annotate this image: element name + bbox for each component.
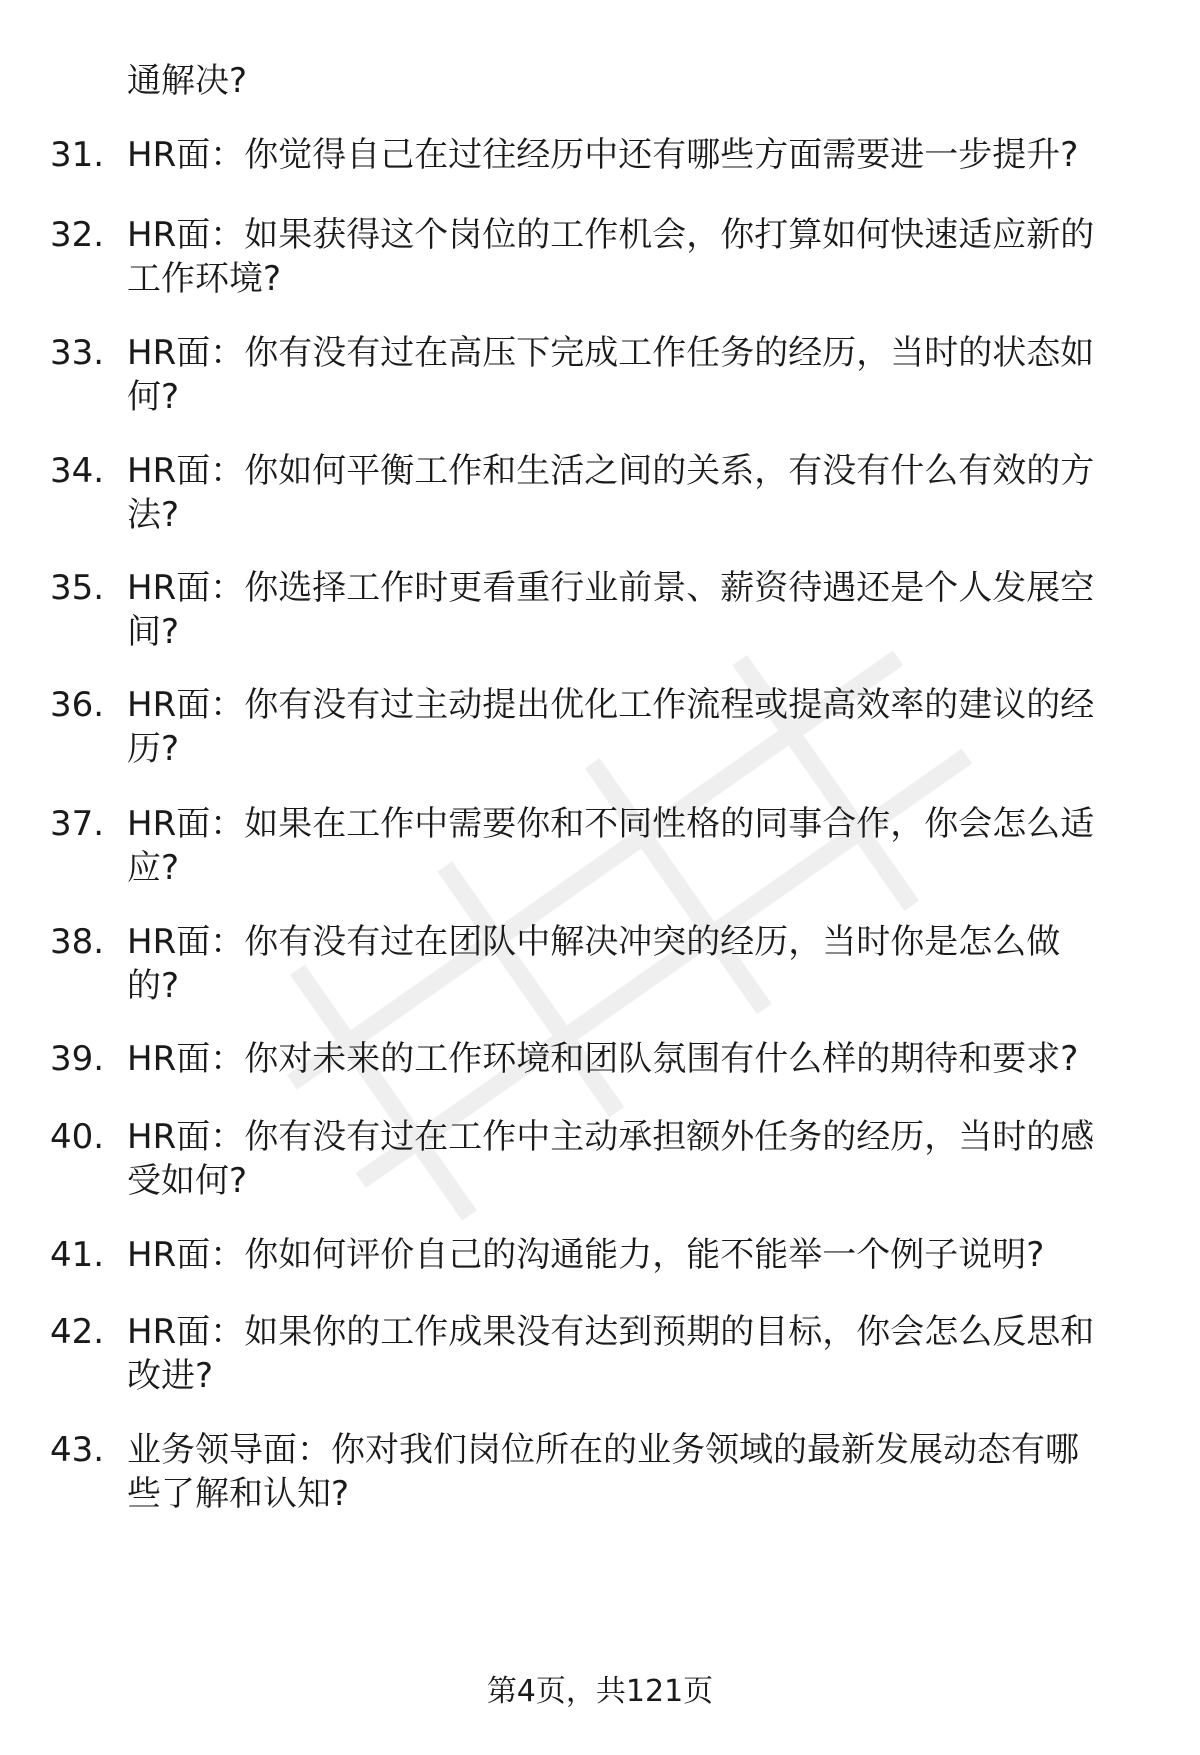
question-text-line: 些了解和认知? <box>127 1474 350 1514</box>
question-text-line: HR面：你有没有过在团队中解决冲突的经历，当时你是怎么做 <box>127 922 1061 962</box>
question-number: 36. <box>50 685 105 725</box>
question-text-line: HR面：如果你的工作成果没有达到预期的目标，你会怎么反思和 <box>127 1312 1095 1352</box>
question-text-line: HR面：你有没有过在高压下完成工作任务的经历，当时的状态如 <box>127 333 1095 373</box>
question-text-line: 何? <box>127 377 180 417</box>
question-text-line: HR面：你有没有过在工作中主动承担额外任务的经历，当时的感 <box>127 1117 1095 1157</box>
question-number: 32. <box>50 215 105 255</box>
question-text-line: HR面：如果获得这个岗位的工作机会，你打算如何快速适应新的 <box>127 215 1095 255</box>
question-text-line: 工作环境? <box>127 259 282 299</box>
question-number: 43. <box>50 1430 105 1470</box>
question-text-line: HR面：你如何评价自己的沟通能力，能不能举一个例子说明? <box>127 1235 1045 1275</box>
question-text-line: HR面：你有没有过主动提出优化工作流程或提高效率的建议的经 <box>127 685 1095 725</box>
question-text-line: 改进? <box>127 1356 214 1396</box>
question-text-line: 历? <box>127 729 180 769</box>
question-text-line: 的? <box>127 966 180 1006</box>
question-number: 37. <box>50 804 105 844</box>
question-text-line: HR面：你如何平衡工作和生活之间的关系，有没有什么有效的方 <box>127 451 1095 491</box>
question-number: 39. <box>50 1039 105 1079</box>
question-number: 42. <box>50 1312 105 1352</box>
question-number: 35. <box>50 568 105 608</box>
question-text-line: 法? <box>127 495 180 535</box>
question-number: 38. <box>50 922 105 962</box>
question-number: 34. <box>50 451 105 491</box>
question-number: 40. <box>50 1117 105 1157</box>
question-text-line: HR面：你对未来的工作环境和团队氛围有什么样的期待和要求? <box>127 1039 1079 1079</box>
question-number: 41. <box>50 1235 105 1275</box>
question-text-line: HR面：如果在工作中需要你和不同性格的同事合作，你会怎么适 <box>127 804 1095 844</box>
question-text-line: HR面：你选择工作时更看重行业前景、薪资待遇还是个人发展空 <box>127 568 1095 608</box>
question-number: 31. <box>50 135 105 175</box>
question-text-line: 应? <box>127 848 180 888</box>
question-text-line: 业务领导面：你对我们岗位所在的业务领域的最新发展动态有哪 <box>127 1430 1079 1470</box>
question-text-line: HR面：你觉得自己在过往经历中还有哪些方面需要进一步提升? <box>127 135 1079 175</box>
page-footer: 第4页，共121页 <box>486 1674 714 1709</box>
continuation-text: 通解决? <box>127 61 248 101</box>
question-text-line: 间? <box>127 612 180 652</box>
question-text-line: 受如何? <box>127 1161 248 1201</box>
question-number: 33. <box>50 333 105 373</box>
